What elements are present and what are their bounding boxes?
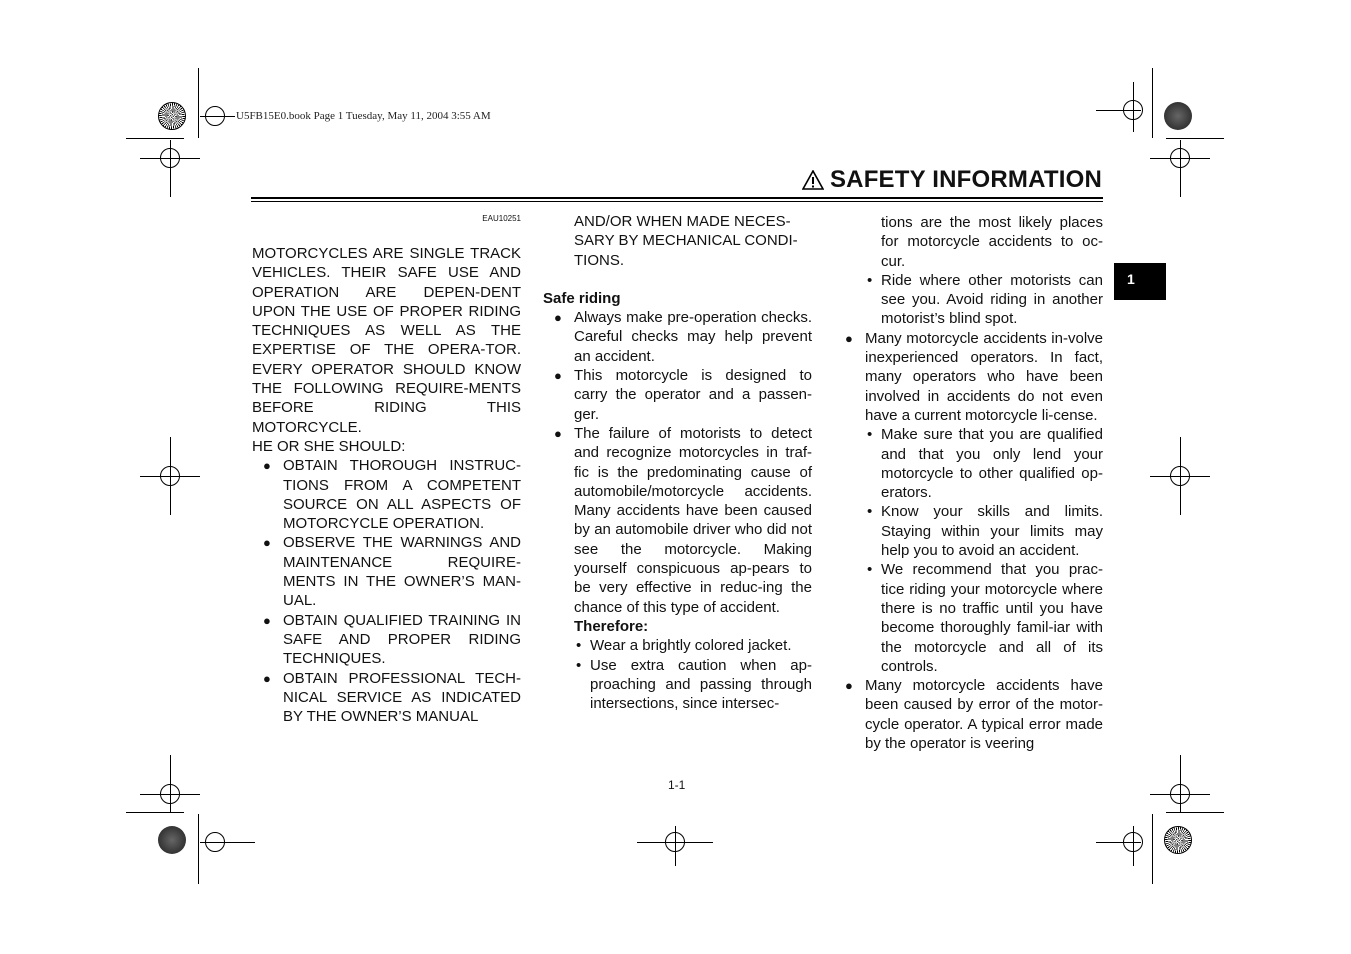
registration-disc-icon — [1164, 102, 1192, 130]
sub-list-item: • Ride where other motorists can see you. Avoid riding in another motorist’s blind spot. — [865, 271, 1103, 329]
registration-disc-icon — [158, 826, 186, 854]
sub-list-item: • We recommend that you prac-tice riding your motorcycle where there is no traffic until you have become thoroughly famil-iar with the motorcycle and all of its controls. — [865, 560, 1103, 676]
sub-list-item: • Wear a brightly colored jacket. — [574, 636, 812, 655]
registration-disc-icon — [1164, 826, 1192, 854]
crosshair-icon — [1170, 148, 1190, 168]
column-3 — [834, 213, 1103, 753]
sub-list-item: • Know your skills and limits. Staying within your limits may help you to avoid an accident. — [865, 502, 1103, 560]
therefore-label: Therefore: — [574, 617, 649, 635]
intro-paragraph: MOTORCYCLES ARE SINGLE TRACK VEHICLES. THEIR SAFE USE AND OPERATION ARE DEPEN-DENT UPON THE USE OF PROPER RIDING TECHNIQUES AS WELL AS THE EXPERTISE OF THE OPERA-TOR. EVERY OPERATOR SHOULD KNOW THE FOLLOWING REQUIRE-MENTS BEFORE RIDING THIS MOTORCYCLE. — [252, 245, 521, 436]
crosshair-icon — [665, 832, 685, 852]
crosshair-icon — [160, 466, 180, 486]
crosshair-icon — [1123, 832, 1143, 852]
page-title — [802, 166, 1102, 194]
page-number: 1-1 — [668, 778, 686, 792]
list-item: ● The failure of motorists to detect and recognize motorcycles in traf-fic is the predominating cause of automobile/motorcycle accidents. Many accidents have been caused by an automobile driver who did not see the motorcycle. Making yourself conspicuous ap-pears to be very effective in reduc-ing the chance of this type of accident. — [543, 424, 812, 617]
list-item: ● OBTAIN THOROUGH INSTRUC-TIONS FROM A COMPETENT SOURCE ON ALL ASPECTS OF MOTORCYCLE OPERATION. — [252, 456, 521, 533]
list-item: ● This motorcycle is designed to carry the operator and a passen-ger. — [543, 366, 812, 424]
crosshair-icon — [205, 832, 225, 852]
list-item: ● OBTAIN PROFESSIONAL TECH-NICAL SERVICE AS INDICATED BY THE OWNER’S MANUAL — [252, 669, 521, 727]
continued-text: AND/OR WHEN MADE NECES-SARY BY MECHANICAL CONDI-TIONS. — [574, 213, 798, 269]
title-rule-thin — [251, 201, 1103, 202]
crosshair-icon — [1170, 784, 1190, 804]
chapter-tab[interactable]: 1 — [1114, 263, 1166, 300]
list-item: ● OBSERVE THE WARNINGS AND MAINTENANCE REQUIRE-MENTS IN THE OWNER’S MAN-UAL. — [252, 533, 521, 610]
crosshair-icon — [205, 106, 225, 126]
section-heading: Safe riding — [543, 289, 621, 307]
list-item: ● Always make pre-operation checks. Careful checks may help prevent an accident. — [543, 308, 812, 366]
list-item: ● OBTAIN QUALIFIED TRAINING IN SAFE AND PROPER RIDING TECHNIQUES. — [252, 611, 521, 669]
warning-triangle-icon — [802, 170, 824, 190]
crosshair-icon — [1170, 466, 1190, 486]
crosshair-icon — [1123, 100, 1143, 120]
column-1 — [252, 214, 521, 726]
print-stamp: U5FB15E0.book Page 1 Tuesday, May 11, 2004 3:55 AM — [236, 110, 491, 122]
list-item: ● Many motorcycle accidents have been caused by error of the motor-cycle operator. A typical error made by the operator is veering — [834, 676, 1103, 753]
continued-text: tions are the most likely places for motorcycle accidents to oc-cur. — [881, 214, 1103, 270]
lead-line: HE OR SHE SHOULD: — [252, 437, 406, 455]
sub-list-item: • Make sure that you are qualified and that you only lend your motorcycle to other qualified op-erators. — [865, 425, 1103, 502]
registration-disc-icon — [158, 102, 186, 130]
crosshair-icon — [160, 148, 180, 168]
sub-list-item: • Use extra caution when ap-proaching and passing through intersections, since intersec- — [574, 656, 812, 714]
section-code: EAU10251 — [482, 214, 521, 223]
list-item: ● Many motorcycle accidents in-volve inexperienced operators. In fact, many operators who have been involved in accidents do not even have a current motorcycle li-cense. — [834, 329, 1103, 425]
column-2 — [543, 212, 812, 713]
page-title-text: SAFETY INFORMATION — [829, 166, 1102, 193]
crosshair-icon — [160, 784, 180, 804]
title-rule — [251, 197, 1103, 199]
